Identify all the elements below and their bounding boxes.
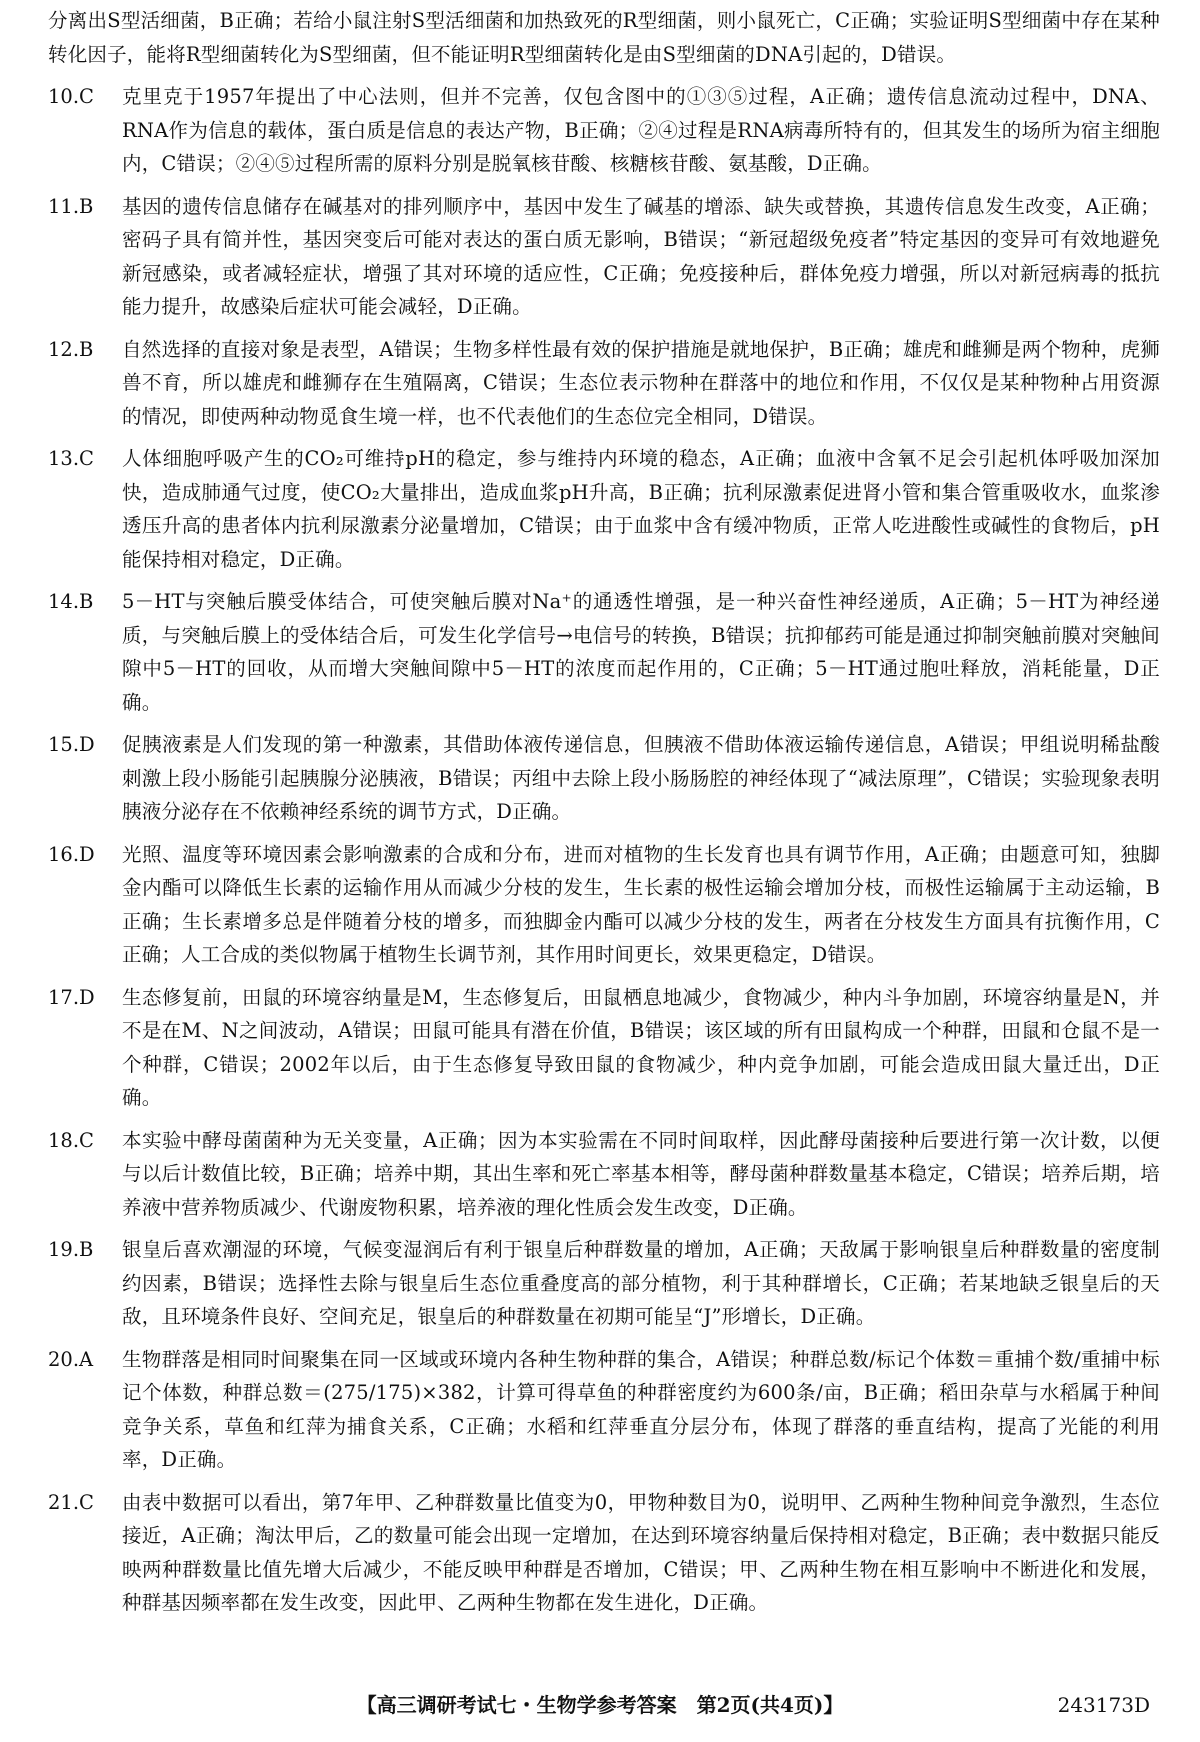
- answer-explanation: 银皇后喜欢潮湿的环境，气候变湿润后有利于银皇后种群数量的增加，A正确；天敌属于影响银皇后种群数量的密度制约因素，B错误；选择性去除与银皇后生态位重叠度高的部分植物，利于其种群增长，C正确；若某地缺乏银皇后的天敌，且环境条件良好、空间充足，银皇后的种群数量在初期可能呈“J”形增长，D正确。: [122, 1238, 1160, 1328]
- answer-item: [48, 333, 1160, 434]
- answer-explanation: 生物群落是相同时间聚集在同一区域或环境内各种生物种群的集合，A错误；种群总数/标记个体数＝重捕个数/重捕中标记个体数，种群总数＝(275/175)×382，计算可得草鱼的种群密度约为600条/亩，B正确；稻田杂草与水稻属于种间竞争关系，草鱼和红萍为捕食关系，C正确；水稻和红萍垂直分层分布，体现了群落的垂直结构，提高了光能的利用率，D正确。: [122, 1347, 1160, 1471]
- answer-list: [48, 80, 1160, 1620]
- answer-item: [48, 190, 1160, 324]
- answer-number: 17.D: [48, 985, 95, 1009]
- answer-item: [48, 838, 1160, 972]
- answer-number: 19.B: [48, 1238, 94, 1261]
- answer-explanation: 本实验中酵母菌菌种为无关变量，A正确；因为本实验需在不同时间取样，因此酵母菌接种后要进行第一次计数，以便与以后计数值比较，B正确；培养中期，其出生率和死亡率基本相等，酵母菌种群数量基本稳定，C错误；培养后期，培养液中营养物质减少、代谢废物积累，培养液的理化性质会发生改变，D正确。: [122, 1128, 1160, 1219]
- answer-number: 21.C: [48, 1490, 94, 1514]
- answer-item: [48, 80, 1160, 181]
- answer-content: [48, 4, 1160, 1629]
- answer-number: 15.D: [48, 733, 95, 756]
- answer-number: 14.B: [48, 590, 94, 613]
- answer-number: 18.C: [48, 1128, 94, 1152]
- answer-explanation: 生态修复前，田鼠的环境容纳量是M，生态修复后，田鼠栖息地减少，食物减少，种内斗争加剧，环境容纳量是N，并不是在M、N之间波动，A错误；田鼠可能具有潜在价值，B错误；该区域的所有田鼠构成一个种群，田鼠和仓鼠不是一个种群，C错误；2002年以后，由于生态修复导致田鼠的食物减少，种内竞争加剧，可能会造成田鼠大量迁出，D正确。: [122, 985, 1160, 1109]
- answer-item: [48, 442, 1160, 576]
- answer-number: 11.B: [48, 194, 94, 218]
- answer-explanation: 促胰液素是人们发现的第一种激素，其借助体液传递信息，但胰液不借助体液运输传递信息，A错误；甲组说明稀盐酸刺激上段小肠能引起胰腺分泌胰液，B错误；丙组中去除上段小肠肠腔的神经体现了“减法原理”，C错误；实验现象表明胰液分泌存在不依赖神经系统的调节方式，D正确。: [122, 733, 1160, 823]
- answer-number: 13.C: [48, 447, 94, 470]
- answer-explanation: 人体细胞呼吸产生的CO₂可维持pH的稳定，参与维持内环境的稳态，A正确；血液中含氧不足会引起机体呼吸加深加快，造成肺通气过度，使CO₂大量排出，造成血浆pH升高，B正确；抗利尿激素促进肾小管和集合管重吸收水，血浆渗透压升高的患者体内抗利尿激素分泌量增加，C错误；由于血浆中含有缓冲物质，正常人吃进酸性或碱性的食物后，pH能保持相对稳定，D正确。: [122, 447, 1160, 571]
- footer-code: 243173D: [1057, 1693, 1150, 1717]
- answer-number: 10.C: [48, 85, 94, 108]
- answer-item: [48, 1486, 1160, 1620]
- answer-item: [48, 981, 1160, 1115]
- answer-explanation: 由表中数据可以看出，第7年甲、乙种群数量比值变为0，甲物种数目为0，说明甲、乙两种生物种间竞争激烈，生态位接近，A正确；淘汰甲后，乙的数量可能会出现一定增加，在达到环境容纳量后保持相对稳定，B正确；表中数据只能反映两种群数量比值先增大后减少，不能反映甲种群是否增加，C错误；甲、乙两种生物在相互影响中不断进化和发展，种群基因频率都在发生改变，因此甲、乙两种生物都在发生进化，D正确。: [122, 1490, 1160, 1614]
- answer-explanation: 克里克于1957年提出了中心法则，但并不完善，仅包含图中的①③⑤过程，A正确；遗传信息流动过程中，DNA、RNA作为信息的载体，蛋白质是信息的表达产物，B正确；②④过程是RNA病毒所特有的，但其发生的场所为宿主细胞内，C错误；②④⑤过程所需的原料分别是脱氧核苷酸、核糖核苷酸、氨基酸，D正确。: [122, 85, 1160, 175]
- answer-number: 12.B: [48, 337, 94, 361]
- answer-item: [48, 1233, 1160, 1334]
- answer-explanation: 自然选择的直接对象是表型，A错误；生物多样性最有效的保护措施是就地保护，B正确；雄虎和雌狮是两个物种，虎狮兽不育，所以雄虎和雌狮存在生殖隔离，C错误；生态位表示物种在群落中的地位和作用，不仅仅是某种物种占用资源的情况，即使两种动物觅食生境一样，也不代表他们的生态位完全相同，D错误。: [122, 337, 1160, 428]
- answer-explanation: 基因的遗传信息储存在碱基对的排列顺序中，基因中发生了碱基的增添、缺失或替换，其遗传信息发生改变，A正确；密码子具有简并性，基因突变后可能对表达的蛋白质无影响，B错误；“新冠超级免疫者”特定基因的变异可有效地避免新冠感染，或者减轻症状，增强了其对环境的适应性，C正确；免疫接种后，群体免疫力增强，所以对新冠病毒的抵抗能力提升，故感染后症状可能会减轻，D正确。: [122, 194, 1160, 318]
- answer-item: [48, 1124, 1160, 1225]
- answer-item: [48, 728, 1160, 829]
- answer-explanation: 5－HT与突触后膜受体结合，可使突触后膜对Na⁺的通透性增强，是一种兴奋性神经递质，A正确；5－HT为神经递质，与突触后膜上的受体结合后，可发生化学信号→电信号的转换，B错误；抗抑郁药可能是通过抑制突触前膜对突触间隙中5－HT的回收，从而增大突触间隙中5－HT的浓度而起作用的，C正确；5－HT通过胞吐释放，消耗能量，D正确。: [122, 590, 1160, 714]
- page-footer: [0, 1688, 1200, 1722]
- answer-number: 16.D: [48, 842, 95, 866]
- answer-explanation: 光照、温度等环境因素会影响激素的合成和分布，进而对植物的生长发育也具有调节作用，A正确；由题意可知，独脚金内酯可以降低生长素的运输作用从而减少分枝的发生，生长素的极性运输会增加分枝，而极性运输属于主动运输，B正确；生长素增多总是伴随着分枝的增多，而独脚金内酯可以减少分枝的发生，两者在分枝发生方面具有抗衡作用，C正确；人工合成的类似物属于植物生长调节剂，其作用时间更长，效果更稳定，D错误。: [122, 842, 1160, 966]
- footer-title: 【高三调研考试七・生物学参考答案 第2页(共4页)】: [356, 1693, 844, 1717]
- answer-item: [48, 585, 1160, 719]
- answer-item: [48, 1343, 1160, 1477]
- answer-number: 20.A: [48, 1347, 94, 1371]
- continued-paragraph: 分离出S型活细菌，B正确；若给小鼠注射S型活细菌和加热致死的R型细菌，则小鼠死亡，C正确；实验证明S型细菌中存在某种转化因子，能将R型细菌转化为S型细菌，但不能证明R型细菌转化是由S型细菌的DNA引起的，D错误。: [48, 9, 1160, 66]
